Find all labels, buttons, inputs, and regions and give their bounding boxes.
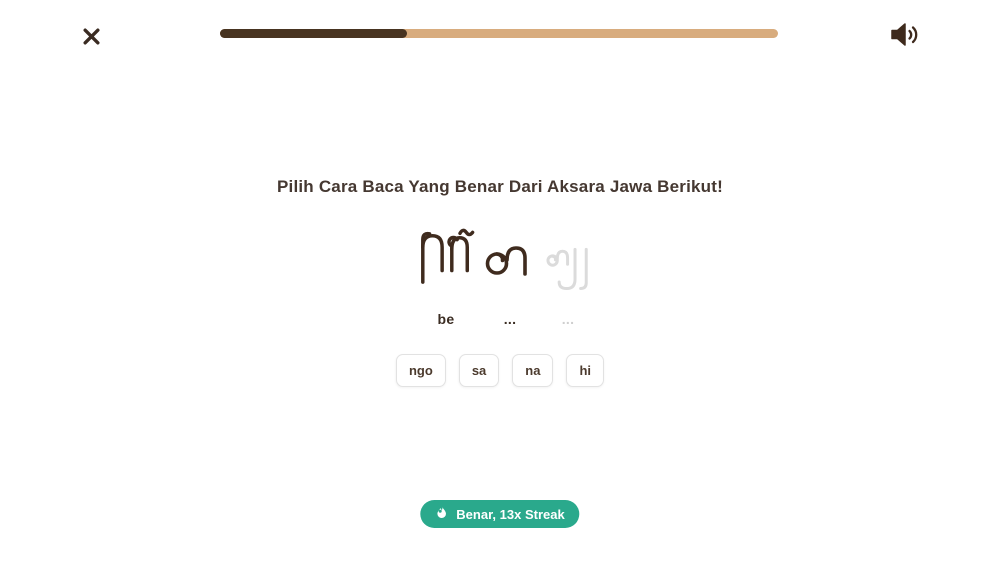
syllable-label: be: [437, 311, 455, 327]
aksara-glyph-hidden: [484, 224, 536, 302]
aksara-glyph-upcoming: [545, 224, 592, 302]
choice-button-hi[interactable]: hi: [566, 354, 604, 387]
aksara-glyph-be: [417, 224, 475, 302]
syllable-column-2: [483, 224, 537, 327]
close-button[interactable]: [78, 23, 104, 49]
choice-button-na[interactable]: na: [512, 354, 553, 387]
syllable-label: ...: [561, 311, 575, 327]
aksara-jawa-word: [415, 224, 591, 327]
streak-label: Benar, 13x Streak: [456, 506, 565, 522]
volume-icon: [890, 21, 921, 48]
syllable-label: ...: [503, 311, 517, 327]
progress-fill: [220, 29, 407, 38]
quiz-title: Pilih Cara Baca Yang Benar Dari Aksara Jawa Berikut!: [277, 177, 723, 196]
streak-badge: [420, 500, 579, 528]
answer-choices: [396, 354, 604, 387]
close-icon: [82, 27, 101, 46]
syllable-column-3: [545, 224, 591, 327]
choice-button-sa[interactable]: sa: [459, 354, 499, 387]
flame-icon: [435, 506, 449, 522]
volume-button[interactable]: [888, 19, 922, 49]
syllable-column-1: [415, 224, 477, 327]
progress-bar: [220, 29, 778, 38]
choice-button-ngo[interactable]: ngo: [396, 354, 446, 387]
